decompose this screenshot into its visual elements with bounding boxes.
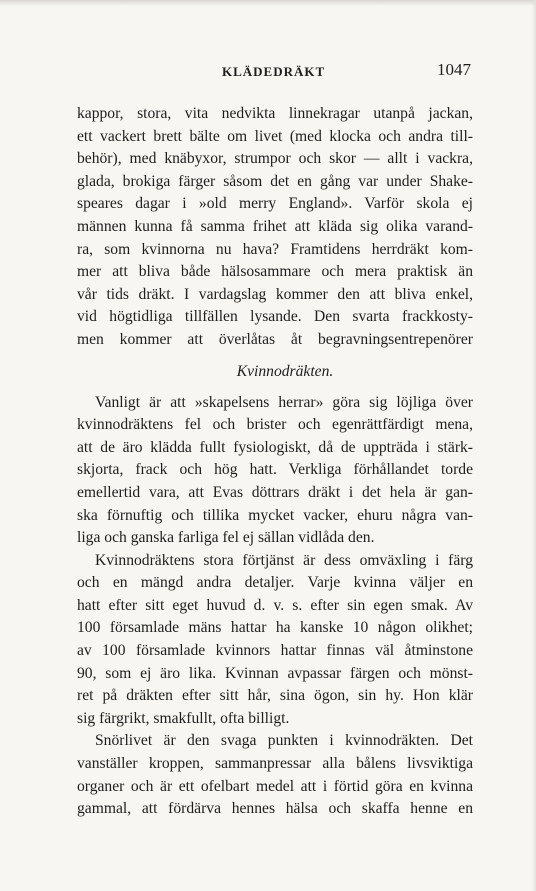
- text-line: gammal, att fördärva hennes hälsa och skaffa henne en: [77, 800, 473, 818]
- text-line: och en mängd andra detaljer. Varje kvinna väljer en: [77, 574, 473, 592]
- text-line: ett vackert brett bälte om livet (med klocka och andra till-: [77, 127, 473, 145]
- page-top-edge: [0, 0, 536, 6]
- paragraph-3: [77, 550, 473, 731]
- text-line: ska förnuftig och tillika mycket vacker, ehuru några van-: [77, 506, 473, 524]
- text-line: kappor, stora, vita nedvikta linnekragar utanpå jackan,: [77, 105, 473, 122]
- text-line: Snörlivet är den svaga punkten i kvinnodräkten. Det: [95, 732, 473, 750]
- text-line: behör), med knäbyxor, strumpor och skor — allt i vackra,: [77, 150, 473, 168]
- page-number: 1047: [437, 60, 471, 79]
- text-line: glada, brokiga färger såsom det en gång var under Shake-: [77, 172, 473, 190]
- text-line: männen kunna få samma frihet att kläda sig olika varand-: [77, 217, 473, 235]
- text-line: liga och ganska farliga fel ej sällan vidlåda den.: [77, 529, 375, 547]
- text-line: ret på dräkten efter sitt hår, sina ögon, sin hy. Hon klär: [77, 687, 473, 705]
- section-heading: Kvinnodräkten.: [236, 362, 334, 380]
- text-line: att de äro klädda fullt fysiologiskt, då de uppträda i stärk-: [77, 438, 473, 456]
- scan-edge-shadow: [532, 0, 536, 891]
- text-line: vår tids dräkt. I vardagslag kommer den att bliva enkel,: [77, 285, 473, 303]
- text-line: speares dagar i »old merry England». Varför skola ej: [77, 195, 473, 213]
- text-line: ra, som kvinnorna nu hava? Framtidens herrdräkt kom-: [77, 240, 473, 258]
- paragraph-1: [77, 103, 473, 352]
- text-line: Kvinnodräktens stora förtjänst är dess omväxling i färg: [95, 551, 473, 569]
- page-header: [60, 60, 485, 84]
- text-line: hatt efter sitt eget huvud d. v. s. efter sin egen smak. Av: [77, 596, 473, 614]
- body-text: [77, 103, 473, 821]
- paragraph-4: [77, 730, 473, 820]
- running-head: KLÄDEDRÄKT: [222, 64, 326, 79]
- text-line: av 100 församlade kvinnors hattar finnas väl åtminstone: [77, 642, 473, 660]
- text-line: organer och är ett ofelbart medel att i förtid göra en kvinna: [77, 777, 473, 795]
- text-line: sig färgrikt, smakfullt, ofta billigt.: [77, 709, 290, 727]
- text-line: 90, som ej äro lika. Kvinnan avpassar färgen och mönst-: [77, 664, 473, 682]
- text-line: mer att bliva både hälsosammare och mera praktisk än: [77, 263, 473, 281]
- text-line: skjorta, frack och hög hatt. Verkliga förhållandet torde: [77, 461, 473, 479]
- text-line: Vanligt är att »skapelsens herrar» göra sig löjliga över: [95, 393, 473, 411]
- text-line: emellertid vara, att Evas döttrars dräkt i det hela är gan-: [77, 483, 473, 501]
- text-line: kvinnodräktens fel och brister och egenrättfärdigt mena,: [77, 416, 473, 434]
- text-line: men kommer att överlåtas åt begravningsentrepenörer: [77, 330, 473, 348]
- text-line: vanställer kroppen, sammanpressar alla bålens livsviktiga: [77, 755, 473, 773]
- text-line: 100 församlade mäns hattar ha kanske 10 någon olikhet;: [77, 619, 473, 637]
- paragraph-2: [77, 392, 473, 550]
- text-line: vid högtidliga tillfällen lysande. Den svarta frackkosty-: [77, 308, 473, 326]
